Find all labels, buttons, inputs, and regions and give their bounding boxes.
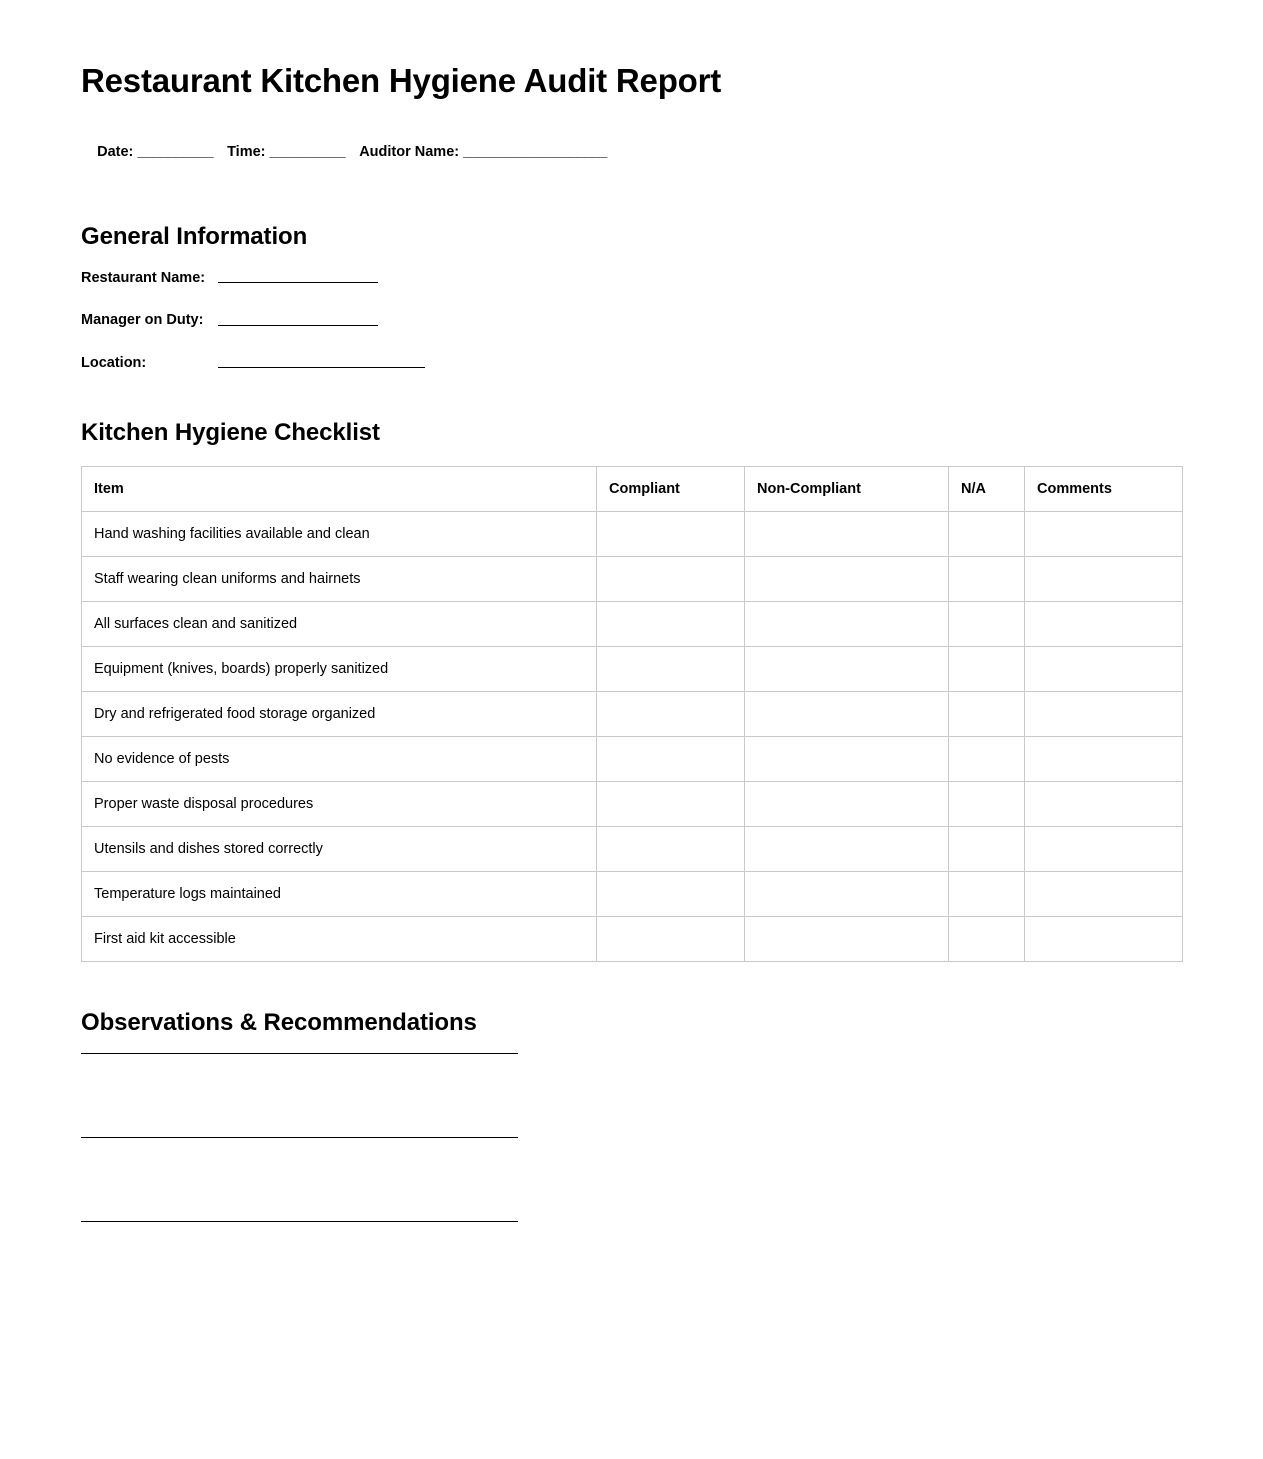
checklist-item-label: Temperature logs maintained [82, 872, 597, 917]
checklist-na-cell[interactable] [949, 602, 1025, 647]
checklist-compliant-cell[interactable] [597, 917, 745, 962]
checklist-comments-cell[interactable] [1025, 647, 1183, 692]
observations-line[interactable] [81, 1220, 518, 1222]
date-label: Date: [97, 144, 134, 161]
checklist-compliant-cell[interactable] [597, 647, 745, 692]
checklist-heading: Kitchen Hygiene Checklist [81, 419, 380, 447]
date-blank: __________ [137, 144, 214, 161]
checklist-non-compliant-cell[interactable] [745, 692, 949, 737]
table-row [82, 917, 1183, 962]
table-row [82, 872, 1183, 917]
general-information-heading: General Information [81, 222, 308, 250]
table-row [82, 647, 1183, 692]
checklist-compliant-cell[interactable] [597, 692, 745, 737]
checklist-non-compliant-cell[interactable] [745, 827, 949, 872]
checklist-non-compliant-cell[interactable] [745, 647, 949, 692]
table-row [82, 602, 1183, 647]
checklist-item-label: Staff wearing clean uniforms and hairnets [82, 557, 597, 602]
checklist-na-cell[interactable] [949, 737, 1025, 782]
auditor-name-label: Auditor Name: [359, 144, 460, 161]
checklist-na-cell[interactable] [949, 692, 1025, 737]
checklist-na-cell[interactable] [949, 557, 1025, 602]
auditor-name-blank: ___________________ [463, 144, 607, 161]
checklist-non-compliant-cell[interactable] [745, 782, 949, 827]
general-information-fields [81, 268, 1182, 374]
checklist-na-cell[interactable] [949, 917, 1025, 962]
checklist-item-label: All surfaces clean and sanitized [82, 602, 597, 647]
field-blank[interactable] [218, 281, 378, 283]
time-blank: __________ [269, 144, 346, 161]
table-row [82, 557, 1183, 602]
table-row [82, 782, 1183, 827]
column-header-comments: Comments [1025, 467, 1183, 512]
checklist-non-compliant-cell[interactable] [745, 602, 949, 647]
table-header-row [82, 467, 1183, 512]
observations-heading: Observations & Recommendations [81, 1009, 477, 1037]
page-title: Restaurant Kitchen Hygiene Audit Report [81, 62, 722, 99]
checklist-non-compliant-cell[interactable] [745, 512, 949, 557]
checklist-item-label: Equipment (knives, boards) properly sanitized [82, 647, 597, 692]
observations-write-in-area [81, 1052, 1182, 1222]
checklist-na-cell[interactable] [949, 827, 1025, 872]
checklist-na-cell[interactable] [949, 872, 1025, 917]
checklist-comments-cell[interactable] [1025, 512, 1183, 557]
field-blank[interactable] [218, 366, 425, 368]
table-row [82, 512, 1183, 557]
column-header-non-compliant: Non-Compliant [745, 467, 949, 512]
checklist-non-compliant-cell[interactable] [745, 917, 949, 962]
time-field [227, 144, 345, 160]
checklist-item-label: Dry and refrigerated food storage organized [82, 692, 597, 737]
field-restaurant-name [81, 268, 1182, 289]
checklist-item-label: Hand washing facilities available and clean [82, 512, 597, 557]
column-header-compliant: Compliant [597, 467, 745, 512]
table-row [82, 692, 1183, 737]
field-label: Location: [81, 354, 147, 371]
field-label: Restaurant Name: [81, 269, 206, 286]
audit-meta-line [81, 122, 1182, 183]
checklist-item-label: Utensils and dishes stored correctly [82, 827, 597, 872]
checklist-comments-cell[interactable] [1025, 872, 1183, 917]
column-header-item: Item [82, 467, 597, 512]
table-row [82, 827, 1183, 872]
field-location [81, 353, 1182, 374]
checklist-comments-cell[interactable] [1025, 827, 1183, 872]
kitchen-hygiene-checklist-table [81, 466, 1183, 962]
table-row [82, 737, 1183, 782]
auditor-name-field [359, 144, 607, 160]
checklist-na-cell[interactable] [949, 782, 1025, 827]
checklist-item-label: No evidence of pests [82, 737, 597, 782]
column-header-na: N/A [949, 467, 1025, 512]
observations-line[interactable] [81, 1136, 518, 1138]
checklist-comments-cell[interactable] [1025, 692, 1183, 737]
checklist-comments-cell[interactable] [1025, 782, 1183, 827]
checklist-compliant-cell[interactable] [597, 872, 745, 917]
checklist-compliant-cell[interactable] [597, 557, 745, 602]
checklist-compliant-cell[interactable] [597, 827, 745, 872]
checklist-comments-cell[interactable] [1025, 917, 1183, 962]
checklist-na-cell[interactable] [949, 647, 1025, 692]
checklist-compliant-cell[interactable] [597, 602, 745, 647]
checklist-comments-cell[interactable] [1025, 602, 1183, 647]
checklist-compliant-cell[interactable] [597, 737, 745, 782]
checklist-compliant-cell[interactable] [597, 782, 745, 827]
field-blank[interactable] [218, 324, 378, 326]
field-label: Manager on Duty: [81, 312, 204, 329]
checklist-comments-cell[interactable] [1025, 557, 1183, 602]
checklist-item-label: Proper waste disposal procedures [82, 782, 597, 827]
date-field [97, 144, 213, 160]
checklist-non-compliant-cell[interactable] [745, 557, 949, 602]
observations-line[interactable] [81, 1052, 518, 1054]
checklist-non-compliant-cell[interactable] [745, 872, 949, 917]
checklist-compliant-cell[interactable] [597, 512, 745, 557]
checklist-comments-cell[interactable] [1025, 737, 1183, 782]
time-label: Time: [227, 144, 266, 161]
checklist-non-compliant-cell[interactable] [745, 737, 949, 782]
checklist-item-label: First aid kit accessible [82, 917, 597, 962]
checklist-na-cell[interactable] [949, 512, 1025, 557]
field-manager-on-duty [81, 310, 1182, 331]
